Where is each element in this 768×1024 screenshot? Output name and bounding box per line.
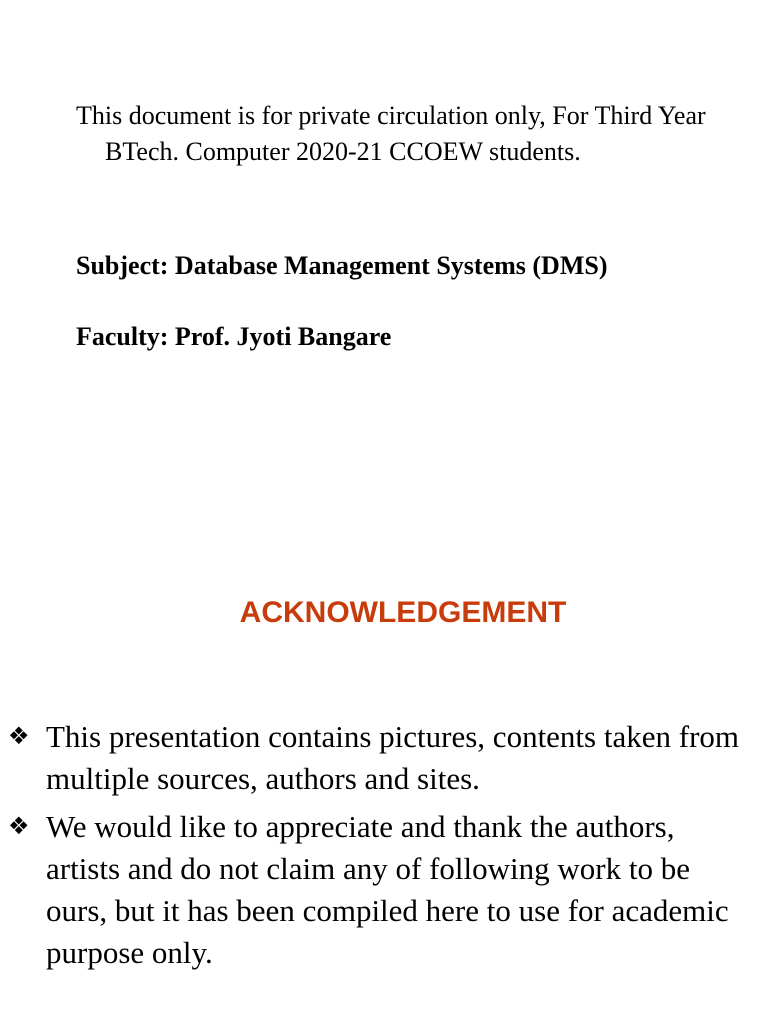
subject-line: Subject: Database Management Systems (DMS) [76, 251, 608, 280]
list-item [0, 806, 768, 974]
acknowledgement-heading: ACKNOWLEDGEMENT [239, 596, 567, 629]
diamond-bullet-icon: ❖ [8, 722, 30, 750]
private-circulation-notice: This document is for private circulation only, For Third Year BTech. Computer 2020-21 CCOEW students. [76, 101, 706, 166]
acknowledgement-text: This presentation contains pictures, contents taken from multiple sources, authors and sites. [46, 719, 740, 796]
faculty-line: Faculty: Prof. Jyoti Bangare [76, 322, 392, 351]
list-item [0, 716, 768, 800]
diamond-bullet-icon: ❖ [8, 812, 30, 840]
acknowledgement-list [0, 716, 768, 980]
acknowledgement-text: We would like to appreciate and thank the authors, artists and do not claim any of following work to be ours, but it has been compiled here to use for academic purpose only. [46, 809, 729, 970]
